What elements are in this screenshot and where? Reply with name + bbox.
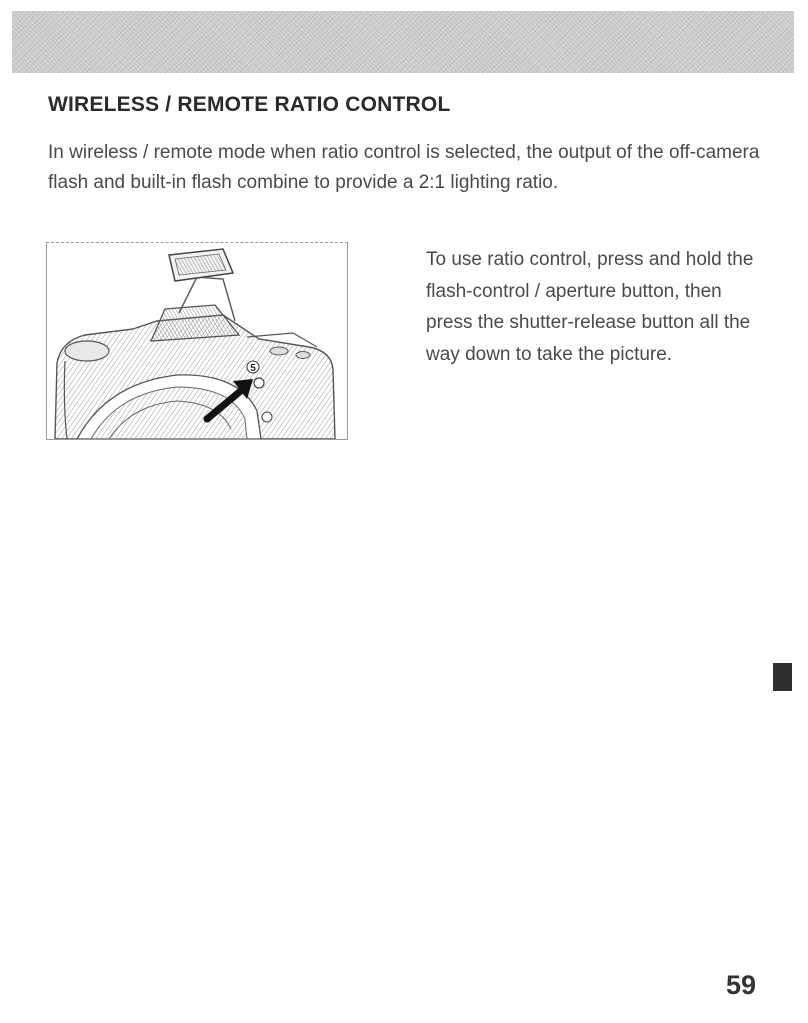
header-band: [12, 11, 794, 73]
intro-paragraph: In wireless / remote mode when ratio control is selected, the output of the off-camera flash and built-in flash combine to provide a 2:1 lighting ratio.: [48, 142, 760, 193]
prism-housing: [151, 305, 239, 341]
camera-drawing: [47, 243, 347, 439]
thumb-index-tab: [773, 663, 792, 691]
section-title: WIRELESS / REMOTE RATIO CONTROL: [48, 93, 451, 116]
camera-illustration: [46, 242, 348, 440]
mode-dial: [65, 341, 109, 361]
callout-label: 5: [250, 363, 256, 374]
flash-control-button: [254, 378, 264, 388]
instructions-paragraph: To use ratio control, press and hold the flash-control / aperture button, then press the shutter-release button all the way down to take the picture.: [426, 249, 754, 365]
page-number: 59: [726, 970, 757, 1000]
